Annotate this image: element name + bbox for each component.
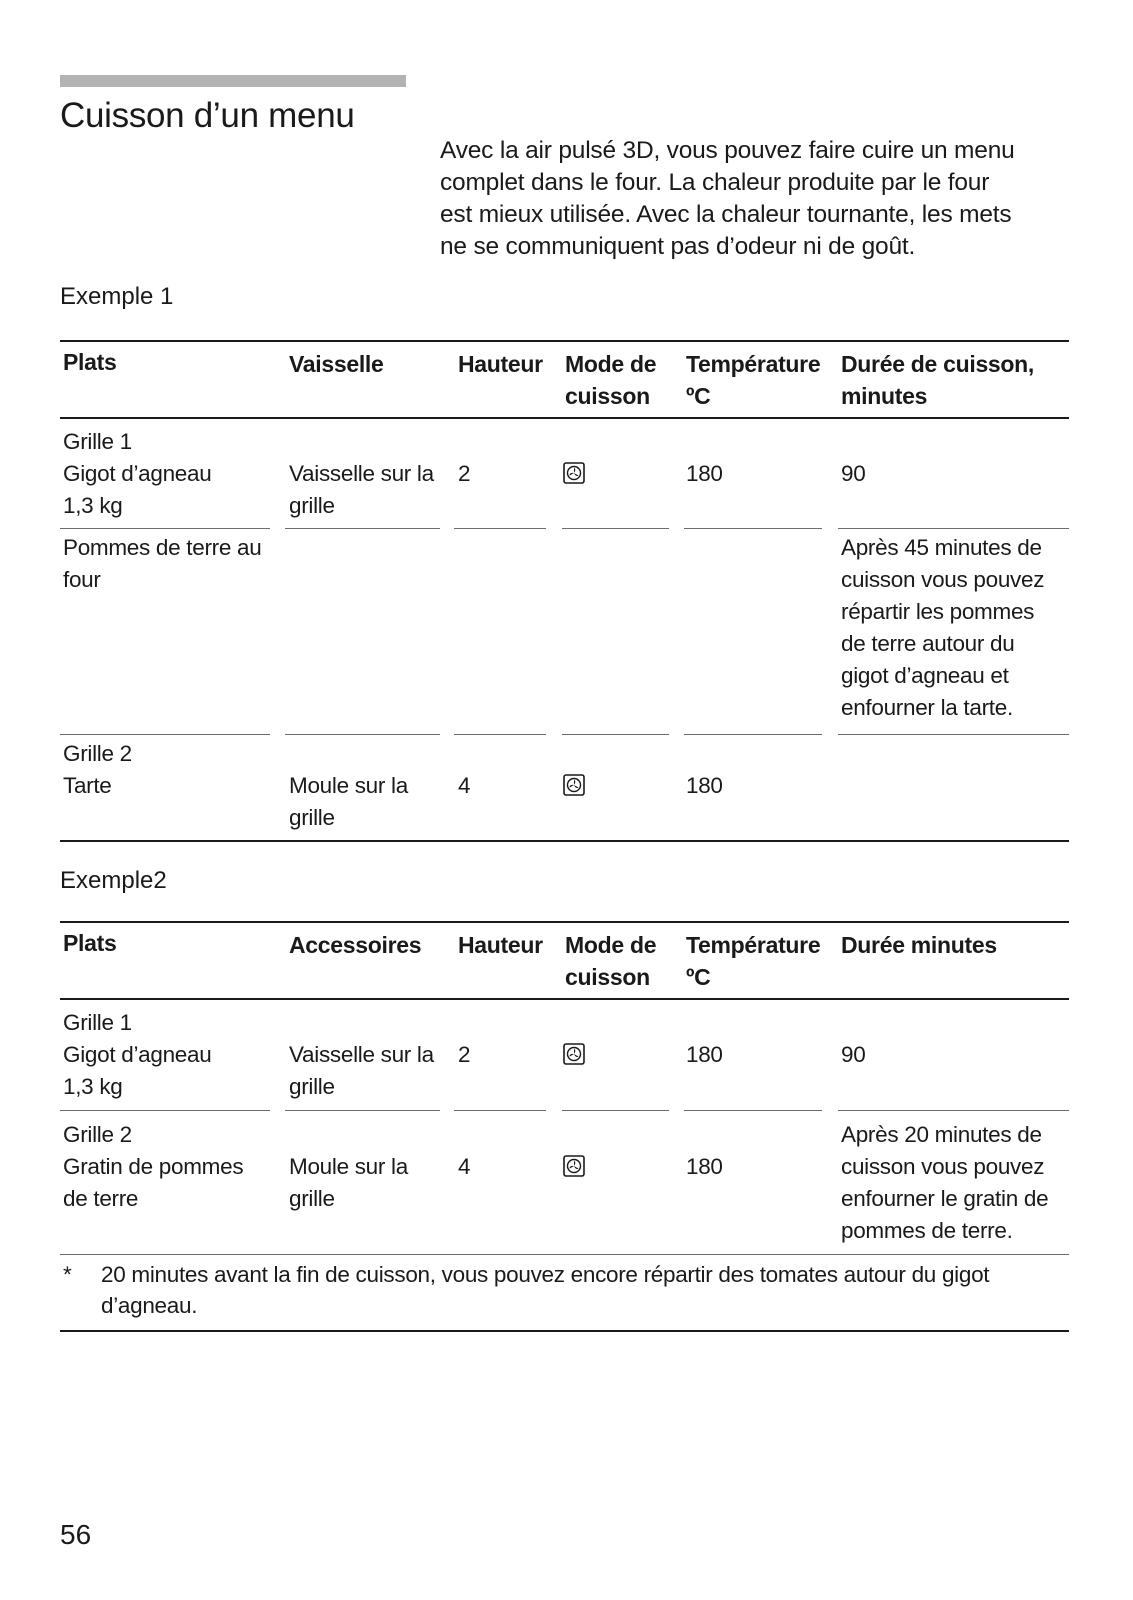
cell-duree — [841, 532, 1044, 724]
cell-temperature: 180 — [686, 461, 723, 486]
row-divider — [562, 734, 669, 735]
cell-line: Tarte — [63, 773, 112, 798]
row-divider — [684, 528, 822, 529]
table-rule-header — [60, 998, 1069, 1000]
header-hauteur: Hauteur — [458, 351, 543, 377]
header-temperature-line: ºC — [686, 964, 711, 990]
cell-duree: 90 — [841, 1042, 866, 1067]
cell-plats — [63, 1119, 243, 1215]
cell-line: Gigot d’agneau — [63, 461, 212, 486]
header-duree-line: Durée de cuisson, — [841, 351, 1035, 377]
header-vaisselle: Vaisselle — [289, 351, 384, 377]
cell-line: enfourner le gratin de — [841, 1186, 1049, 1211]
header-mode-line: Mode de — [565, 351, 657, 377]
header-mode-line: Mode de — [565, 932, 657, 958]
header-temperature-line: ºC — [686, 383, 711, 409]
header-plats: Plats — [63, 930, 117, 956]
row-divider — [60, 734, 270, 735]
hot-air-3d-icon — [563, 1043, 585, 1065]
cell-accessoires — [289, 1151, 408, 1215]
row-divider — [838, 1110, 1069, 1111]
header-duree — [841, 348, 1034, 412]
header-duree: Durée minutes — [841, 932, 997, 958]
row-divider — [838, 734, 1069, 735]
cell-hauteur: 2 — [458, 461, 471, 486]
example-2-label: Exemple2 — [60, 867, 167, 894]
cell-line: gigot d’agneau et — [841, 663, 1009, 688]
header-plats: Plats — [63, 349, 117, 375]
table-rule-top — [60, 921, 1069, 923]
cell-line: Grille 2 — [63, 1122, 132, 1147]
cell-line: Après 45 minutes de — [841, 535, 1042, 560]
cell-line: grille — [289, 493, 335, 518]
cell-hauteur: 4 — [458, 773, 471, 798]
cell-hauteur: 4 — [458, 1154, 471, 1179]
cell-line: Pommes de terre au — [63, 535, 262, 560]
footnote-text — [101, 1259, 989, 1321]
cell-vaisselle — [289, 458, 434, 522]
cell-line: répartir les pommes — [841, 599, 1035, 624]
footnote-line: d’agneau. — [101, 1293, 198, 1318]
table-rule-header — [60, 417, 1069, 419]
cell-line: Après 20 minutes de — [841, 1122, 1042, 1147]
footnote-line: 20 minutes avant la fin de cuisson, vous pouvez encore répartir des tomates autour du gigot — [101, 1262, 990, 1287]
header-mode — [565, 929, 656, 993]
row-divider — [285, 1110, 440, 1111]
row-divider — [454, 1110, 546, 1111]
cell-duree — [841, 1119, 1048, 1247]
cell-temperature: 180 — [686, 1042, 723, 1067]
intro-line: ne se communiquent pas d’odeur ni de goût. — [440, 233, 916, 260]
row-divider — [454, 528, 546, 529]
row-divider — [60, 528, 270, 529]
cell-line: enfourner la tarte. — [841, 695, 1013, 720]
cell-plats — [63, 532, 261, 596]
cell-line: Moule sur la — [289, 1154, 408, 1179]
cell-line: grille — [289, 805, 335, 830]
header-mode-line: cuisson — [565, 964, 650, 990]
cell-line: 1,3 kg — [63, 1074, 123, 1099]
hot-air-3d-icon — [563, 462, 585, 484]
header-duree-line: minutes — [841, 383, 928, 409]
cell-line: de terre — [63, 1186, 139, 1211]
cell-line: cuisson vous pouvez — [841, 567, 1045, 592]
intro-line: est mieux utilisée. Avec la chaleur tournante, les mets — [440, 201, 1012, 228]
cell-line: pommes de terre. — [841, 1218, 1013, 1243]
intro-line: Avec la air pulsé 3D, vous pouvez faire cuire un menu — [440, 137, 1015, 164]
cell-plats — [63, 1007, 211, 1103]
example-1-label: Exemple 1 — [60, 283, 174, 310]
header-hauteur: Hauteur — [458, 932, 543, 958]
cell-line: 1,3 kg — [63, 493, 123, 518]
header-temperature-line: Température — [686, 932, 821, 958]
cell-line: Grille 1 — [63, 429, 132, 454]
cell-vaisselle — [289, 770, 408, 834]
cell-hauteur: 2 — [458, 1042, 471, 1067]
row-divider — [684, 734, 822, 735]
row-divider — [285, 528, 440, 529]
cell-plats — [63, 426, 211, 522]
cell-duree: 90 — [841, 461, 866, 486]
cell-plats — [63, 738, 132, 802]
row-divider — [60, 1110, 270, 1111]
cell-line: four — [63, 567, 101, 592]
cell-line: Moule sur la — [289, 773, 408, 798]
footnote-divider — [60, 1254, 1069, 1255]
header-temperature-line: Température — [686, 351, 821, 377]
header-mode-line: cuisson — [565, 383, 650, 409]
cell-line: grille — [289, 1074, 335, 1099]
hot-air-3d-icon — [563, 774, 585, 796]
intro-line: complet dans le four. La chaleur produite par le four — [440, 169, 990, 196]
cell-temperature: 180 — [686, 1154, 723, 1179]
row-divider — [562, 528, 669, 529]
page-number: 56 — [60, 1519, 92, 1550]
row-divider — [285, 734, 440, 735]
cell-line: Grille 2 — [63, 741, 132, 766]
cell-temperature: 180 — [686, 773, 723, 798]
footnote-marker: * — [63, 1262, 72, 1287]
table-rule-bottom — [60, 840, 1069, 842]
cell-line: Vaisselle sur la — [289, 461, 434, 486]
header-accessoires: Accessoires — [289, 932, 422, 958]
section-header-bar — [60, 75, 406, 87]
page-title: Cuisson d’un menu — [60, 96, 355, 135]
cell-line: de terre autour du — [841, 631, 1015, 656]
row-divider — [454, 734, 546, 735]
cell-line: Grille 1 — [63, 1010, 132, 1035]
table-rule-bottom — [60, 1330, 1069, 1332]
header-temperature — [686, 348, 820, 412]
cell-line: grille — [289, 1186, 335, 1211]
cell-line: Gigot d’agneau — [63, 1042, 212, 1067]
cell-line: Vaisselle sur la — [289, 1042, 434, 1067]
hot-air-3d-icon — [563, 1155, 585, 1177]
header-temperature — [686, 929, 820, 993]
table-rule-top — [60, 340, 1069, 342]
cell-line: Gratin de pommes — [63, 1154, 244, 1179]
intro-paragraph — [440, 135, 1080, 263]
row-divider — [562, 1110, 669, 1111]
row-divider — [684, 1110, 822, 1111]
cell-accessoires — [289, 1039, 434, 1103]
cell-line: cuisson vous pouvez — [841, 1154, 1045, 1179]
header-mode — [565, 348, 656, 412]
row-divider — [838, 528, 1069, 529]
